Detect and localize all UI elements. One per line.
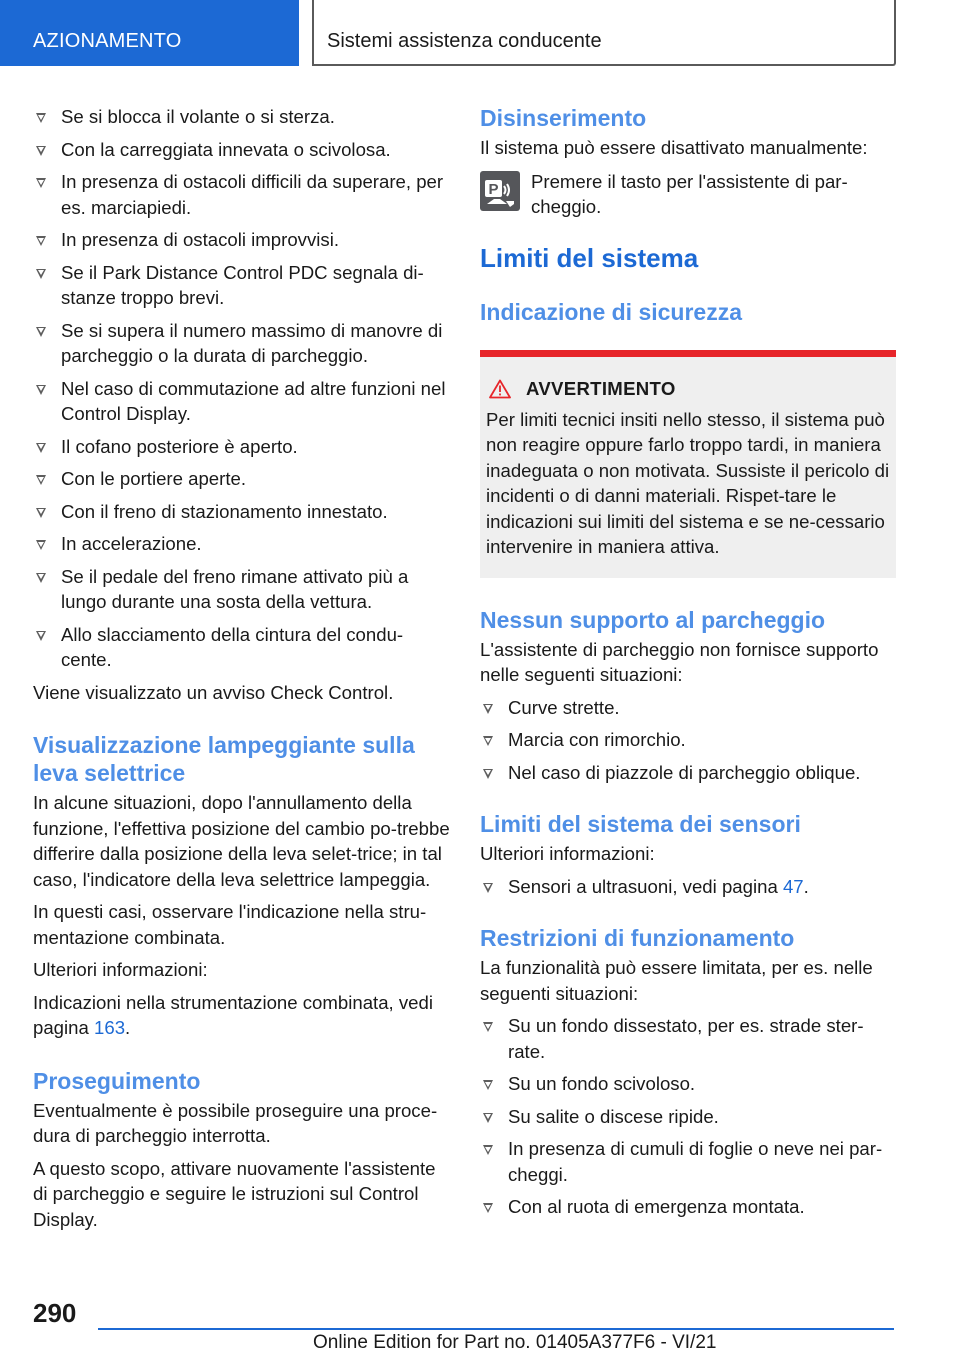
header-chapter-title: Sistemi assistenza conducente [327, 30, 602, 52]
heading-safety-note: Indicazione di sicurezza [480, 298, 743, 325]
paragraph: In alcune situazioni, dopo l'annullamento della funzione, l'effettiva posizione del cambio po-trebbe differire dalla posizione della leva selet-trice; in tal caso, l'indicatore della leva selettrice lampeggia. [33, 792, 450, 890]
list-item: Se si blocca il volante o si sterza. [33, 104, 453, 130]
list-item: Nel caso di commutazione ad altre funzioni nel Control Display. [33, 376, 453, 427]
list-item: Con il freno di stazionamento innestato. [33, 499, 453, 525]
sensor-limits-list [480, 874, 896, 900]
warning-triangle-icon [489, 379, 511, 399]
park-assist-button-icon [480, 171, 520, 211]
list-item: Su un fondo dissestato, per es. strade ster-rate. [480, 1013, 896, 1064]
list-item: Su un fondo scivoloso. [480, 1071, 896, 1097]
list-item: Con le portiere aperte. [33, 466, 453, 492]
warning-box [480, 350, 896, 578]
paragraph: La funzionalità può essere limitata, per es. nelle seguenti situazioni: [480, 957, 873, 1004]
heading-continuation: Proseguimento [33, 1067, 201, 1094]
header-section-title: AZIONAMENTO [33, 30, 182, 52]
paragraph: L'assistente di parcheggio non fornisce supporto nelle seguenti situazioni: [480, 638, 879, 685]
header-section-tab [0, 0, 299, 66]
list-item-text: Sensori a ultrasuoni, vedi pagina [508, 875, 783, 897]
list-item: Se il Park Distance Control PDC segnala di-stanze troppo brevi. [33, 260, 453, 311]
list-item: Marcia con rimorchio. [480, 727, 896, 753]
list-item: In presenza di cumuli di foglie o neve nei par-cheggi. [480, 1136, 896, 1187]
paragraph: Ulteriori informazioni: [480, 843, 655, 864]
park-assist-button-instruction [480, 169, 896, 229]
paragraph-end: . [125, 1017, 131, 1038]
heading-sensor-limits: Limiti del sistema dei sensori [480, 811, 801, 837]
button-instruction-text: Premere il tasto per l'assistente di par-cheggio. [531, 170, 848, 217]
footer-edition: Online Edition for Part no. 01405A377F6 - VI/21 [313, 1332, 717, 1353]
list-item: Con al ruota di emergenza montata. [480, 1194, 896, 1220]
list-item: Curve strette. [480, 695, 896, 721]
list-item: Se il pedale del freno rimane attivato più a lungo durante una sosta della vettura. [33, 564, 453, 615]
footer-divider [98, 1328, 894, 1330]
left-column [33, 104, 453, 1232]
no-support-list [480, 695, 896, 786]
list-item: In accelerazione. [33, 531, 453, 557]
cancel-conditions-list [33, 104, 453, 673]
heading-selector-lever-flashing: Visualizzazione lampeggiante sulla leva selettrice [33, 732, 415, 786]
list-item: In presenza di ostacoli difficili da superare, per es. marciapiedi. [33, 169, 453, 220]
list-item: Su salite o discese ripide. [480, 1104, 896, 1130]
page-number: 290 [33, 1298, 77, 1328]
list-item: Allo slacciamento della cintura del condu-cente. [33, 622, 453, 673]
page-link-163[interactable]: 163 [94, 1017, 126, 1038]
check-control-note: Viene visualizzato un avviso Check Control. [33, 681, 394, 703]
list-item: Il cofano posteriore è aperto. [33, 434, 453, 460]
warning-title: AVVERTIMENTO [526, 377, 676, 399]
paragraph: Il sistema può essere disattivato manualmente: [480, 137, 868, 158]
list-item: Se si supera il numero massimo di manovre di parcheggio o la durata di parcheggio. [33, 318, 453, 369]
heading-function-restrictions: Restrizioni di funzionamento [480, 925, 795, 951]
heading-system-limits: Limiti del sistema [480, 242, 699, 273]
warning-body: Per limiti tecnici insiti nello stesso, il sistema può non reagire oppure farlo troppo tardi, in maniera inadeguata o non motivata. Sussiste il pericolo di incidenti o di danni materiali. Rispet-tare le indicazioni sui limiti del sistema e se ne-cessario intervenire in maniera attiva. [486, 408, 890, 557]
page-link-47[interactable]: 47 [782, 875, 804, 897]
paragraph: Eventualmente è possibile proseguire una proce-dura di parcheggio interrotta. [33, 1099, 438, 1146]
paragraph: Ulteriori informazioni: [33, 959, 208, 980]
list-item: Nel caso di piazzole di parcheggio oblique. [480, 760, 896, 786]
warning-title-row [486, 377, 890, 401]
right-column [480, 104, 896, 1220]
header-chapter-tab [312, 0, 896, 66]
restrictions-list [480, 1013, 896, 1220]
list-item-end: . [803, 875, 809, 897]
paragraph-with-page-ref [33, 990, 453, 1041]
list-item: In presenza di ostacoli improvvisi. [33, 227, 453, 253]
svg-text:P: P [488, 180, 499, 198]
list-item: Con la carreggiata innevata o scivolosa. [33, 137, 453, 163]
paragraph: In questi casi, osservare l'indicazione nella stru-mentazione combinata. [33, 901, 427, 948]
heading-no-parking-support: Nessun supporto al parcheggio [480, 606, 826, 633]
heading-deactivation: Disinserimento [480, 105, 647, 131]
list-item [480, 874, 896, 900]
paragraph-text: Indicazioni nella strumentazione combinata, vedi pagina [33, 991, 433, 1038]
paragraph: A questo scopo, attivare nuovamente l'assistente di parcheggio e seguire le istruzioni sul Control Display. [33, 1157, 436, 1230]
